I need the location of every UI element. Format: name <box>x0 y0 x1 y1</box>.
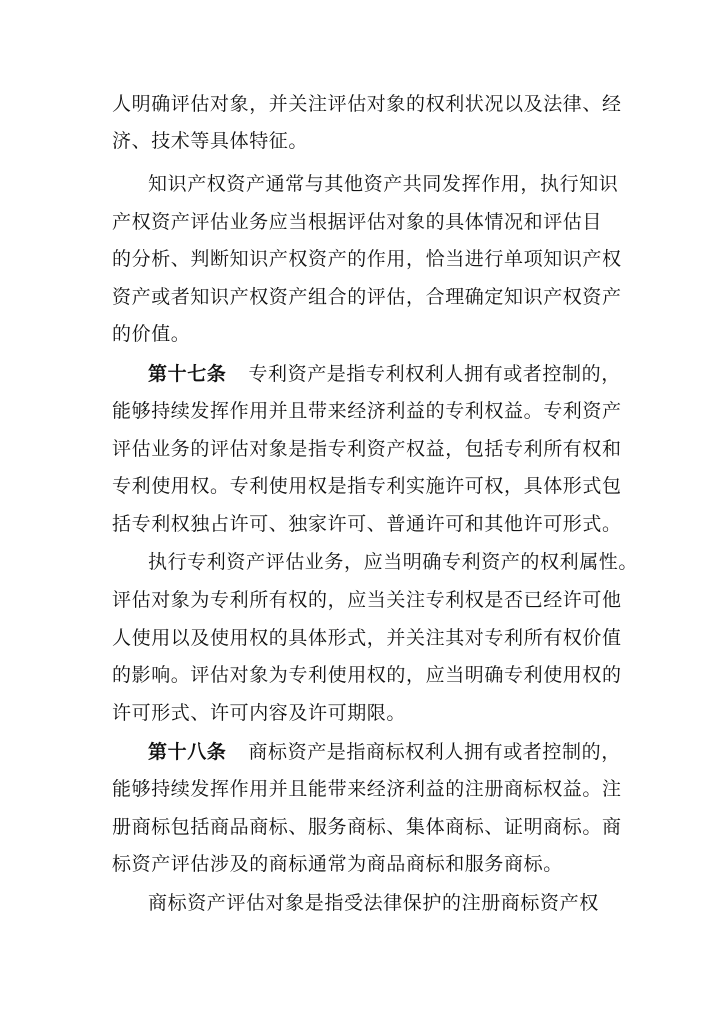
text-line: 括专利权独占许可、独家许可、普通许可和其他许可形式。 <box>112 513 622 535</box>
text-line: 评估对象为专利所有权的，应当关注专利权是否已经许可他 <box>112 589 622 611</box>
text-line: 人明确评估对象，并关注评估对象的权利状况以及法律、经 <box>112 93 622 115</box>
article-18-heading: 第十八条 <box>148 741 227 763</box>
text-line: 专利使用权。专利使用权是指专利实施许可权，具体形式包 <box>112 475 622 497</box>
text-line: 能够持续发挥作用并且带来经济利益的专利权益。专利资产 <box>112 400 622 422</box>
text-line: 的分析、判断知识产权资产的作用，恰当进行单项知识产权 <box>112 248 622 270</box>
article-17-heading: 第十七条 <box>148 363 227 385</box>
text-line: 济、技术等具体特征。 <box>112 130 309 152</box>
text-line: 的价值。 <box>112 323 191 345</box>
text-line: 许可形式、许可内容及许可期限。 <box>112 702 407 724</box>
text-line: 标资产评估涉及的商标通常为商品商标和服务商标。 <box>112 853 563 875</box>
article-18-first-line <box>148 740 648 764</box>
paragraph-start: 商标资产评估对象是指受法律保护的注册商标资产权 <box>148 892 599 914</box>
text-line: 的影响。评估对象为专利使用权的，应当明确专利使用权的 <box>112 664 622 686</box>
text-line: 能够持续发挥作用并且能带来经济利益的注册商标权益。注 <box>112 778 622 800</box>
text-line: 册商标包括商品商标、服务商标、集体商标、证明商标。商 <box>112 816 622 838</box>
text-line: 人使用以及使用权的具体形式，并关注其对专利所有权价值 <box>112 627 622 649</box>
article-17-first-line <box>148 362 648 386</box>
text-line: 评估业务的评估对象是指专利资产权益，包括专利所有权和 <box>112 438 622 460</box>
text-line: 资产或者知识产权资产组合的评估，合理确定知识产权资产 <box>112 286 622 308</box>
article-18-text: 商标资产是指商标权利人拥有或者控制的， <box>248 741 621 763</box>
article-17-text: 专利资产是指专利权利人拥有或者控制的， <box>248 363 621 385</box>
paragraph-start: 知识产权资产通常与其他资产共同发挥作用，执行知识 <box>148 173 619 195</box>
paragraph-start: 执行专利资产评估业务，应当明确专利资产的权利属性。 <box>148 551 639 573</box>
text-line: 产权资产评估业务应当根据评估对象的具体情况和评估目 <box>112 211 603 233</box>
